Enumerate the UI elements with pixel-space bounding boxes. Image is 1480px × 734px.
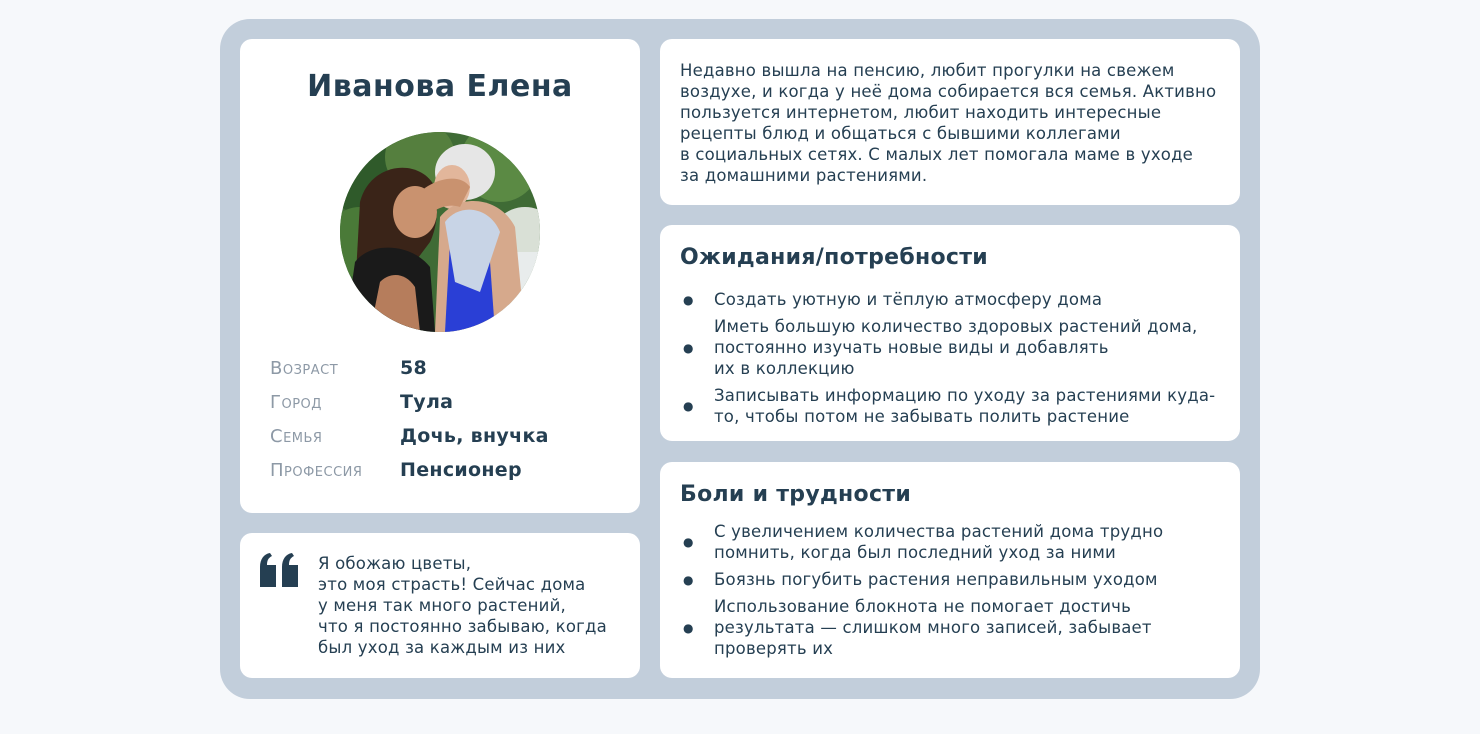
fact-value: Дочь, внучка [400,425,549,447]
bullet-icon: ● [683,292,694,307]
fact-label: Возраст [270,358,339,379]
bio-card [660,39,1240,205]
list-item-text: Использование блокнота не помогает достичь результата — слишком много записей, забывает проверять их [714,597,1152,658]
bullet-icon: ● [683,620,694,635]
list-item [680,289,1225,310]
fact-value: Пенсионер [400,459,522,481]
list-item [680,385,1225,427]
needs-list [680,289,1225,433]
quote-card [240,533,640,678]
quote-text: Я обожаю цветы, это моя страсть! Сейчас дома у меня так много растений, что я постоянно забываю, когда был уход за каждым из них [318,554,607,657]
pains-title: Боли и трудности [680,482,912,507]
needs-title: Ожидания/потребности [680,245,989,270]
fact-row-age [270,357,630,391]
fact-label: Город [270,392,322,413]
facts-list [270,357,630,493]
persona-name: Иванова Елена [307,69,573,104]
bio-text: Недавно вышла на пенсию, любит прогулки на свежем воздухе, и когда у неё дома собирается вся семья. Активно пользуется интернетом, любит находить интересные рецепты блюд и общаться с бывшими коллегами в социальных сетях. С малых лет помогала маме в уходе за домашними растениями. [680,61,1217,185]
list-item-text: С увеличением количества растений дома трудно помнить, когда был последний уход за ними [714,522,1164,562]
quote-icon [260,553,300,591]
fact-row-profession [270,459,630,493]
fact-row-city [270,391,630,425]
fact-value: 58 [400,357,428,379]
list-item [680,316,1225,379]
fact-label: Семья [270,426,323,447]
profile-card [240,39,640,513]
list-item-text: Боязнь погубить растения неправильным уходом [714,570,1158,589]
avatar [340,132,540,332]
fact-label: Профессия [270,460,363,481]
list-item [680,521,1225,563]
list-item [680,596,1225,659]
bullet-icon: ● [683,572,694,587]
needs-card [660,225,1240,441]
list-item-text: Иметь большую количество здоровых растений дома, постоянно изучать новые виды и добавлять их в коллекцию [714,317,1198,378]
list-item-text: Создать уютную и тёплую атмосферу дома [714,290,1103,309]
list-item-text: Записывать информацию по уходу за растениями куда- то, чтобы потом не забывать полить растение [714,386,1216,426]
pains-list [680,521,1225,665]
fact-row-family [270,425,630,459]
list-item [680,569,1225,590]
bullet-icon: ● [683,399,694,413]
pains-card [660,462,1240,678]
persona-frame [220,19,1260,699]
bullet-icon: ● [683,340,694,355]
fact-value: Тула [400,391,454,413]
bullet-icon: ● [683,535,694,549]
